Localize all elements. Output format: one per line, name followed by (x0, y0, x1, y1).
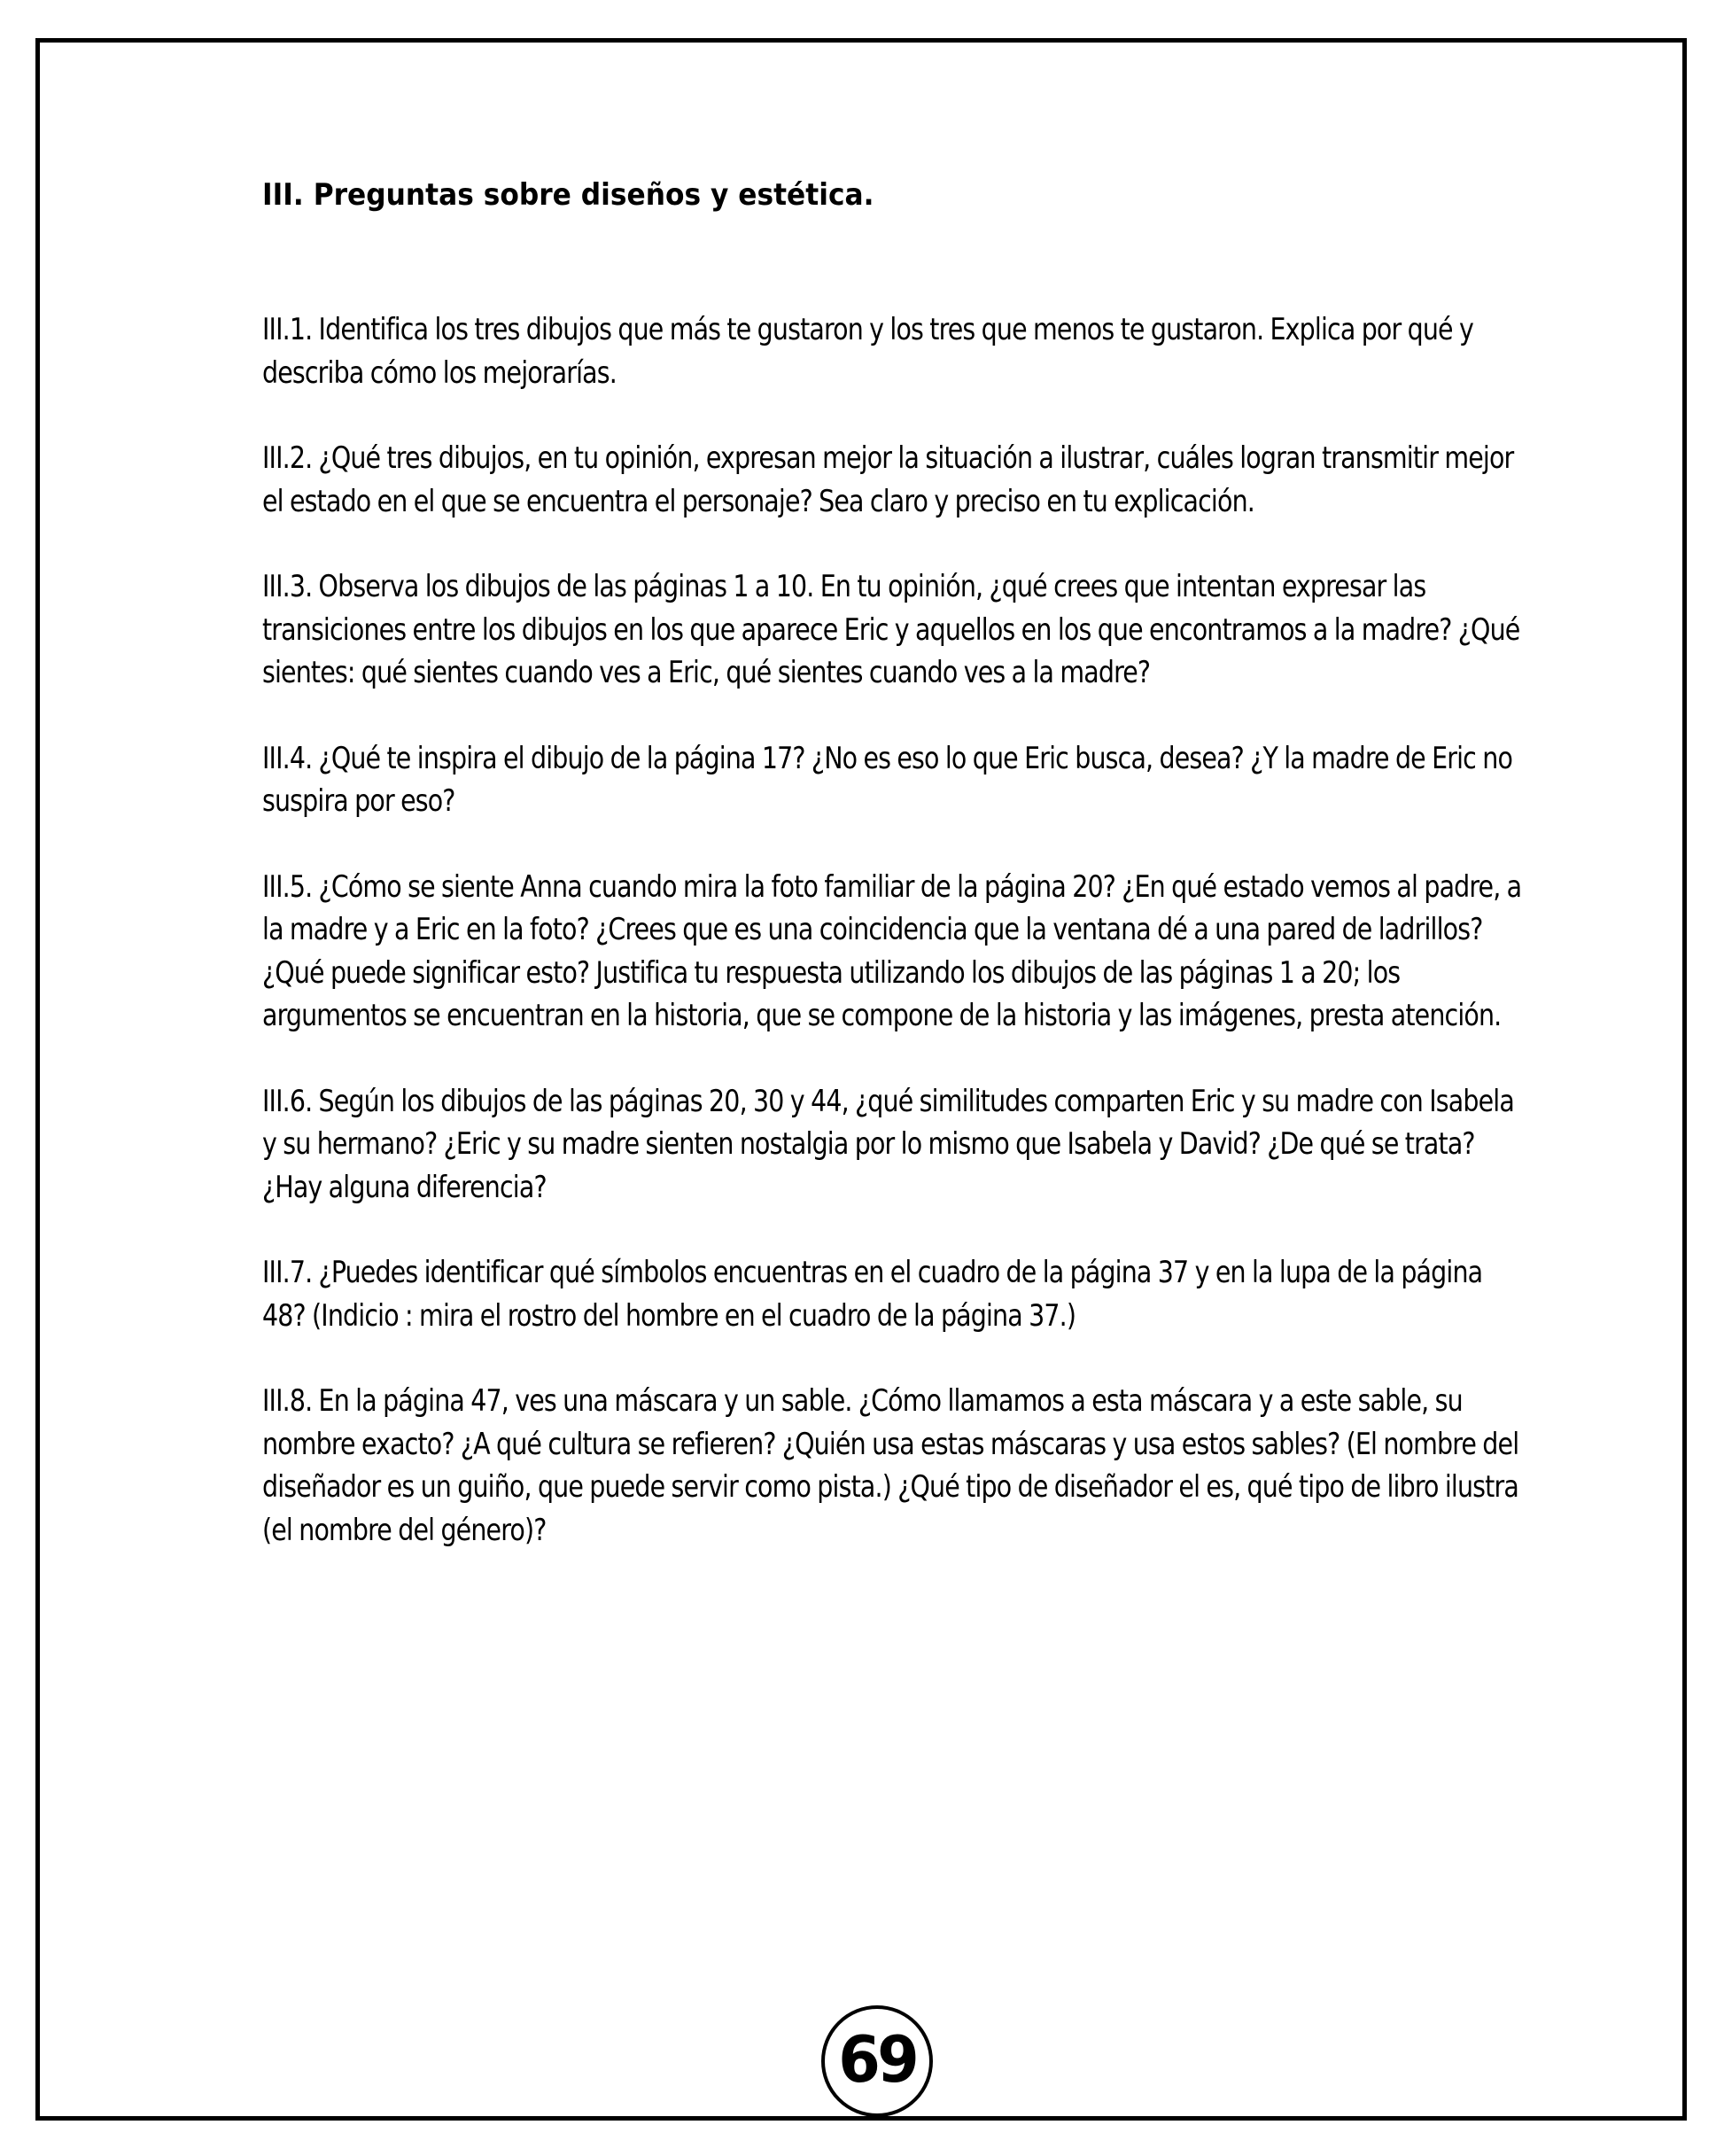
question-III-2: III.2. ¿Qué tres dibujos, en tu opinión, expresan mejor la situación a ilustrar, cuáles logran transmitir mejor el estado en el que se encuentra el personaje? Sea claro y preciso en tu explicación. (262, 440, 1514, 519)
question-III-5: III.5. ¿Cómo se siente Anna cuando mira la foto familiar de la página 20? ¿En qué estado vemos al padre, a la madre y a Eric en la foto? ¿Crees que es una coincidencia que la ventana dé a una pared de ladrillos? ¿Qué puede significar esto? Justifica tu respuesta utilizando los dibujos de las páginas 1 a 20; los argumentos se encuentran en la historia, que se compone de la historia y las imágenes, presta atención. (262, 868, 1522, 1033)
page-content (262, 177, 1529, 1594)
question-III-8: III.8. En la página 47, ves una máscara y un sable. ¿Cómo llamamos a esta máscara y a este sable, su nombre exacto? ¿A qué cultura se refieren? ¿Quién usa estas máscaras y usa estos sables? (El nombre del diseñador es un guiño, que puede servir como pista.) ¿Qué tipo de diseñador el es, qué tipo de libro ilustra (el nombre del género)? (262, 1383, 1519, 1548)
question-III-1: III.1. Identifica los tres dibujos que más te gustaron y los tres que menos te gustaron. Explica por qué y describa cómo los mejorarías. (262, 312, 1473, 391)
question-III-7: III.7. ¿Puedes identificar qué símbolos encuentras en el cuadro de la página 37 y en la lupa de la página 48? (Indicio : mira el rostro del hombre en el cuadro de la página 37.) (262, 1255, 1483, 1334)
page-number-badge (821, 2005, 933, 2117)
question-list (262, 308, 1529, 1552)
question-III-4: III.4. ¿Qué te inspira el dibujo de la página 17? ¿No es eso lo que Eric busca, desea? ¿Y la madre de Eric no suspira por eso? (262, 740, 1513, 819)
question-III-3: III.3. Observa los dibujos de las páginas 1 a 10. En tu opinión, ¿qué crees que intentan expresar las transiciones entre los dibujos en los que aparece Eric y aquellos en los que encontramos a la madre? ¿Qué sientes: qué sientes cuando ves a Eric, qué sientes cuando ves a la madre? (262, 569, 1520, 690)
section-title: III. Preguntas sobre diseños y estética. (262, 177, 874, 213)
page-number: 69 (838, 2022, 916, 2097)
question-III-6: III.6. Según los dibujos de las páginas 20, 30 y 44, ¿qué similitudes comparten Eric y su madre con Isabela y su hermano? ¿Eric y su madre sienten nostalgia por lo mismo que Isabela y David? ¿De qué se trata? ¿Hay alguna diferencia? (262, 1083, 1514, 1205)
